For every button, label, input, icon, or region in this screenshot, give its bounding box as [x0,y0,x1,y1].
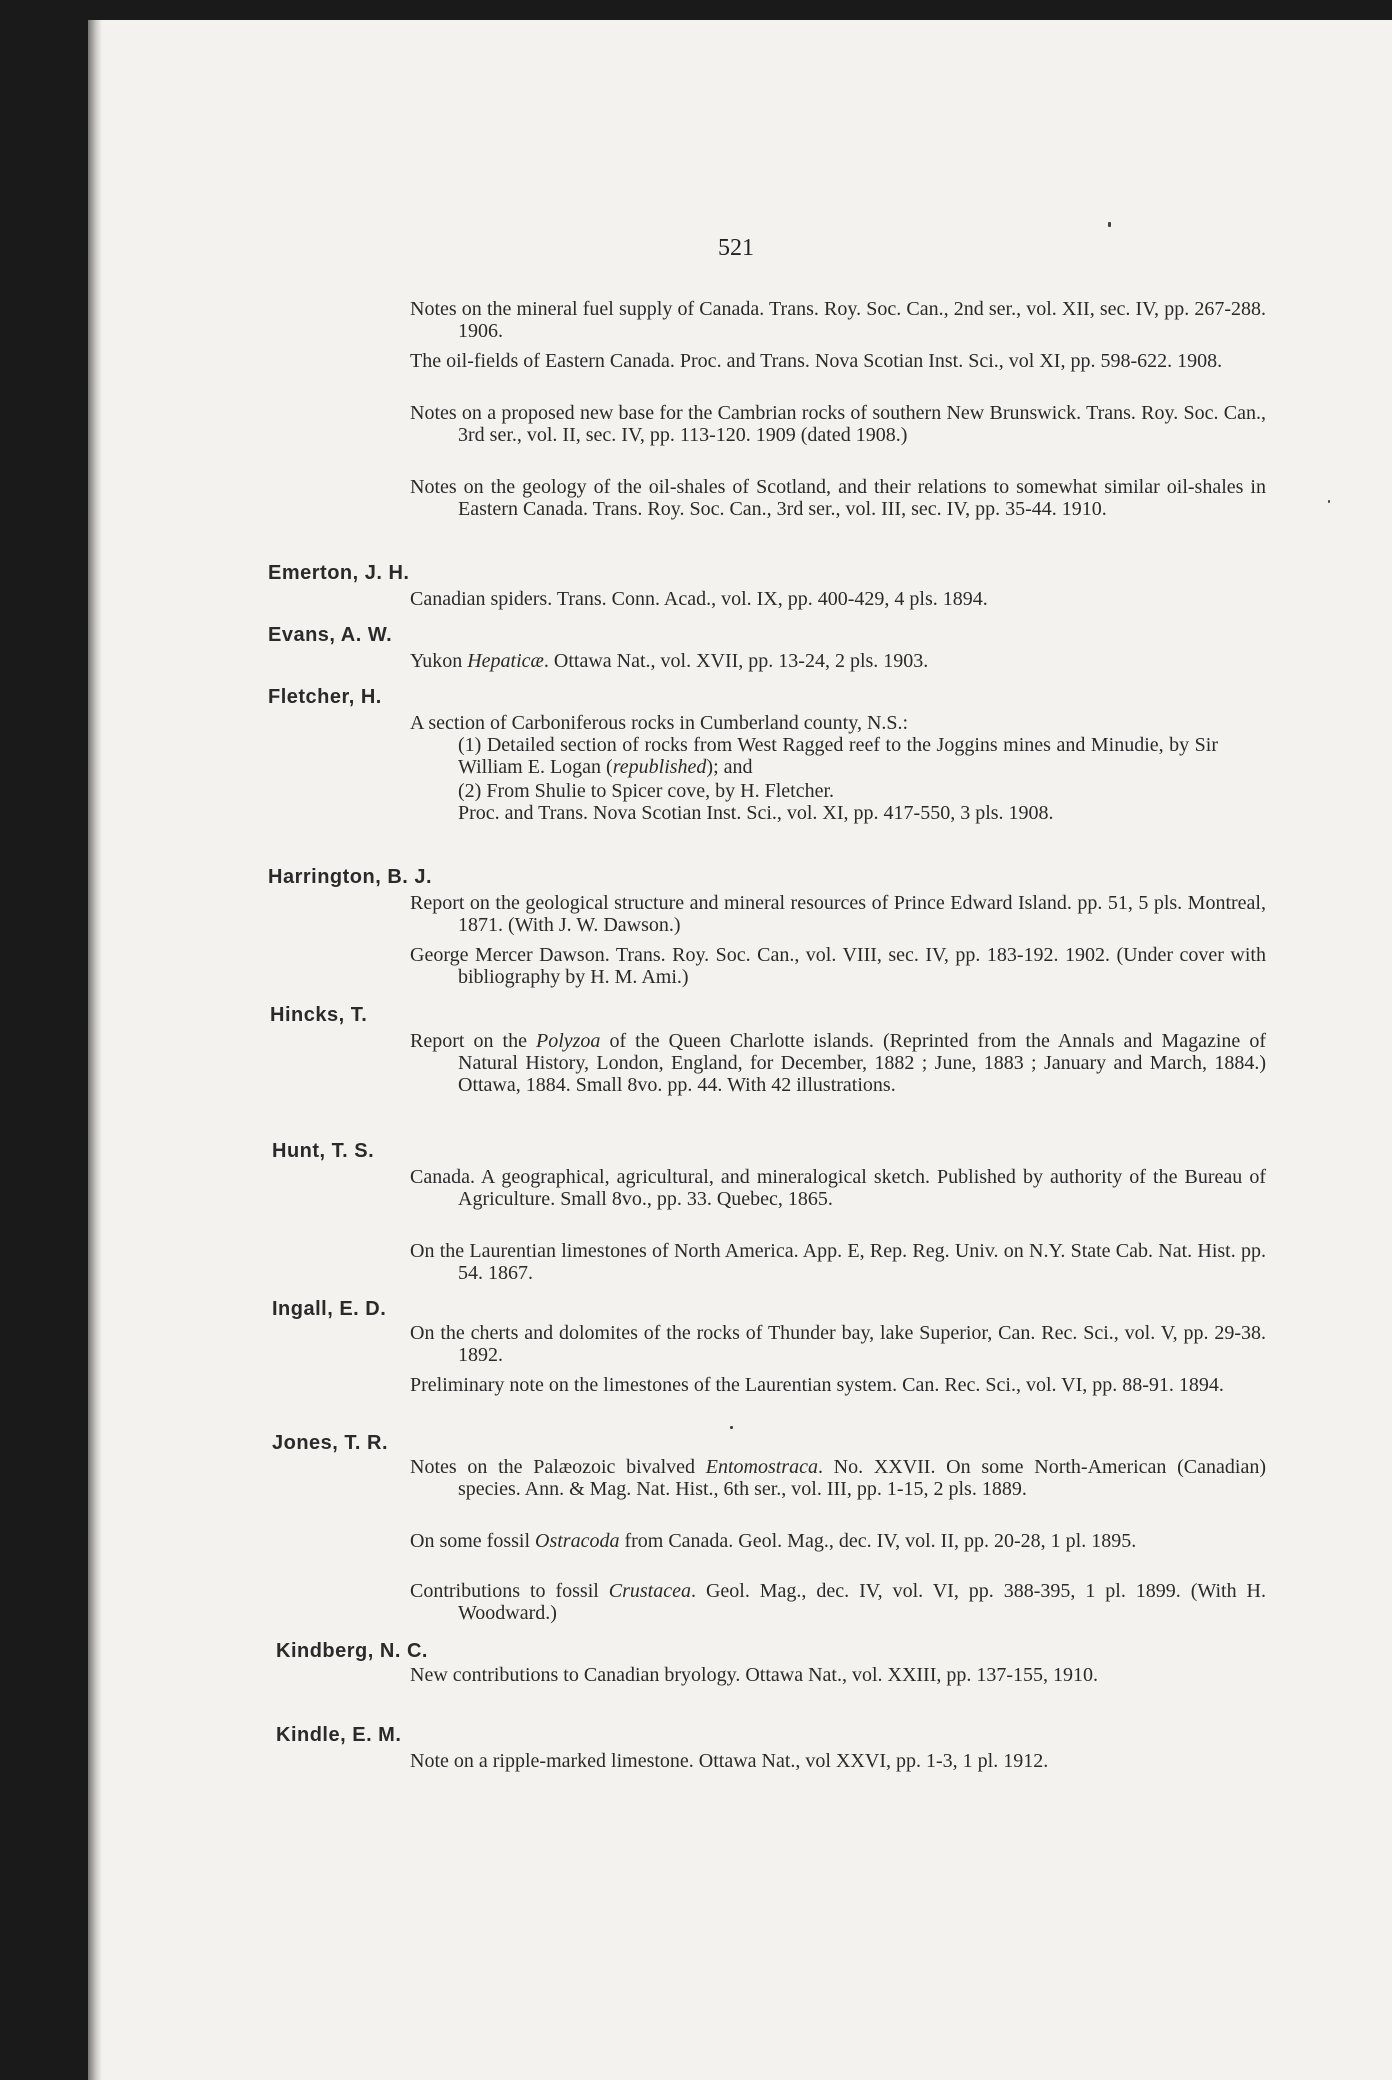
bibliography-entry: Notes on a proposed new base for the Cambrian rocks of southern New Brunswick. Trans. Roy. Soc. Can., 3rd ser., vol. II, sec. IV, pp. 113-120. 1909 (dated 1908.) [410,402,1266,446]
bibliography-entry: On some fossil Ostracoda from Canada. Geol. Mag., dec. IV, vol. II, pp. 20-28, 1 pl. 1895. [410,1530,1137,1552]
bibliography-entry: Notes on the geology of the oil-shales of Scotland, and their relations to somewhat similar oil-shales in Eastern Canada. Trans. Roy. Soc. Can., 3rd ser., vol. III, sec. IV, pp. 35-44. 1910. [410,476,1266,520]
author-heading: Harrington, B. J. [268,866,433,888]
bibliography-entry: New contributions to Canadian bryology. Ottawa Nat., vol. XXIII, pp. 137-155, 1910. [410,1664,1099,1686]
author-heading: Kindle, E. M. [276,1724,402,1746]
bibliography-entry: The oil-fields of Eastern Canada. Proc. and Trans. Nova Scotian Inst. Sci., vol XI, pp. 598-622. 1908. [410,350,1223,372]
page-number: 521 [718,235,754,261]
author-heading: Evans, A. W. [268,624,393,646]
bibliography-entry: A section of Carboniferous rocks in Cumberland county, N.S.: [410,712,909,734]
bibliography-entry: On the Laurentian limestones of North America. App. E, Rep. Reg. Univ. on N.Y. State Cab. Nat. Hist. pp. 54. 1867. [410,1240,1266,1284]
scan-speck [1328,500,1330,503]
author-heading: Kindberg, N. C. [276,1640,428,1662]
author-heading: Emerton, J. H. [268,562,410,584]
scan-speck [730,1426,733,1429]
bibliography-entry: Contributions to fossil Crustacea. Geol. Mag., dec. IV, vol. VI, pp. 388-395, 1 pl. 1899. (With H. Woodward.) [410,1580,1266,1624]
author-heading: Hunt, T. S. [272,1140,375,1162]
bibliography-entry: Notes on the Palæozoic bivalved Entomostraca. No. XXVII. On some North-American (Canadian) species. Ann. & Mag. Nat. Hist., 6th ser., vol. III, pp. 1-15, 2 pls. 1889. [410,1456,1266,1500]
author-heading: Ingall, E. D. [272,1298,387,1320]
bibliography-entry: Canada. A geographical, agricultural, and mineralogical sketch. Published by authority of the Bureau of Agriculture. Small 8vo., pp. 33. Quebec, 1865. [410,1166,1266,1210]
bibliography-entry: George Mercer Dawson. Trans. Roy. Soc. Can., vol. VIII, sec. IV, pp. 183-192. 1902. (Under cover with bibliography by H. M. Ami.) [410,944,1266,988]
bibliography-entry: Report on the geological structure and mineral resources of Prince Edward Island. pp. 51, 5 pls. Montreal, 1871. (With J. W. Dawson.) [410,892,1266,936]
bibliography-entry: Yukon Hepaticæ. Ottawa Nat., vol. XVII, pp. 13-24, 2 pls. 1903. [410,650,929,672]
bibliography-entry: Canadian spiders. Trans. Conn. Acad., vol. IX, pp. 400-429, 4 pls. 1894. [410,588,988,610]
page-binding-shadow [88,20,102,2080]
author-heading: Jones, T. R. [272,1432,389,1454]
bibliography-subentry: (2) From Shulie to Spicer cove, by H. Fletcher. [458,780,835,802]
bibliography-entry: Report on the Polyzoa of the Queen Charlotte islands. (Reprinted from the Annals and Magazine of Natural History, London, England, for December, 1882 ; June, 1883 ; January and March, 1884.) Ottawa, 1884. Small 8vo. pp. 44. With 42 illustrations. [410,1030,1266,1096]
bibliography-subentry: Proc. and Trans. Nova Scotian Inst. Sci., vol. XI, pp. 417-550, 3 pls. 1908. [458,802,1054,824]
bibliography-entry: Notes on the mineral fuel supply of Canada. Trans. Roy. Soc. Can., 2nd ser., vol. XII, sec. IV, pp. 267-288. 1906. [410,298,1266,342]
bibliography-entry: On the cherts and dolomites of the rocks of Thunder bay, lake Superior, Can. Rec. Sci., vol. V, pp. 29-38. 1892. [410,1322,1266,1366]
bibliography-entry: Preliminary note on the limestones of the Laurentian system. Can. Rec. Sci., vol. VI, pp. 88-91. 1894. [410,1374,1224,1396]
scan-speck [1108,222,1111,227]
bibliography-entry: Note on a ripple-marked limestone. Ottawa Nat., vol XXVI, pp. 1-3, 1 pl. 1912. [410,1750,1049,1772]
bibliography-subentry: (1) Detailed section of rocks from West Ragged reef to the Joggins mines and Minudie, by Sir William E. Logan (republished); and [458,734,1218,778]
author-heading: Hincks, T. [270,1004,368,1026]
author-heading: Fletcher, H. [268,686,382,708]
